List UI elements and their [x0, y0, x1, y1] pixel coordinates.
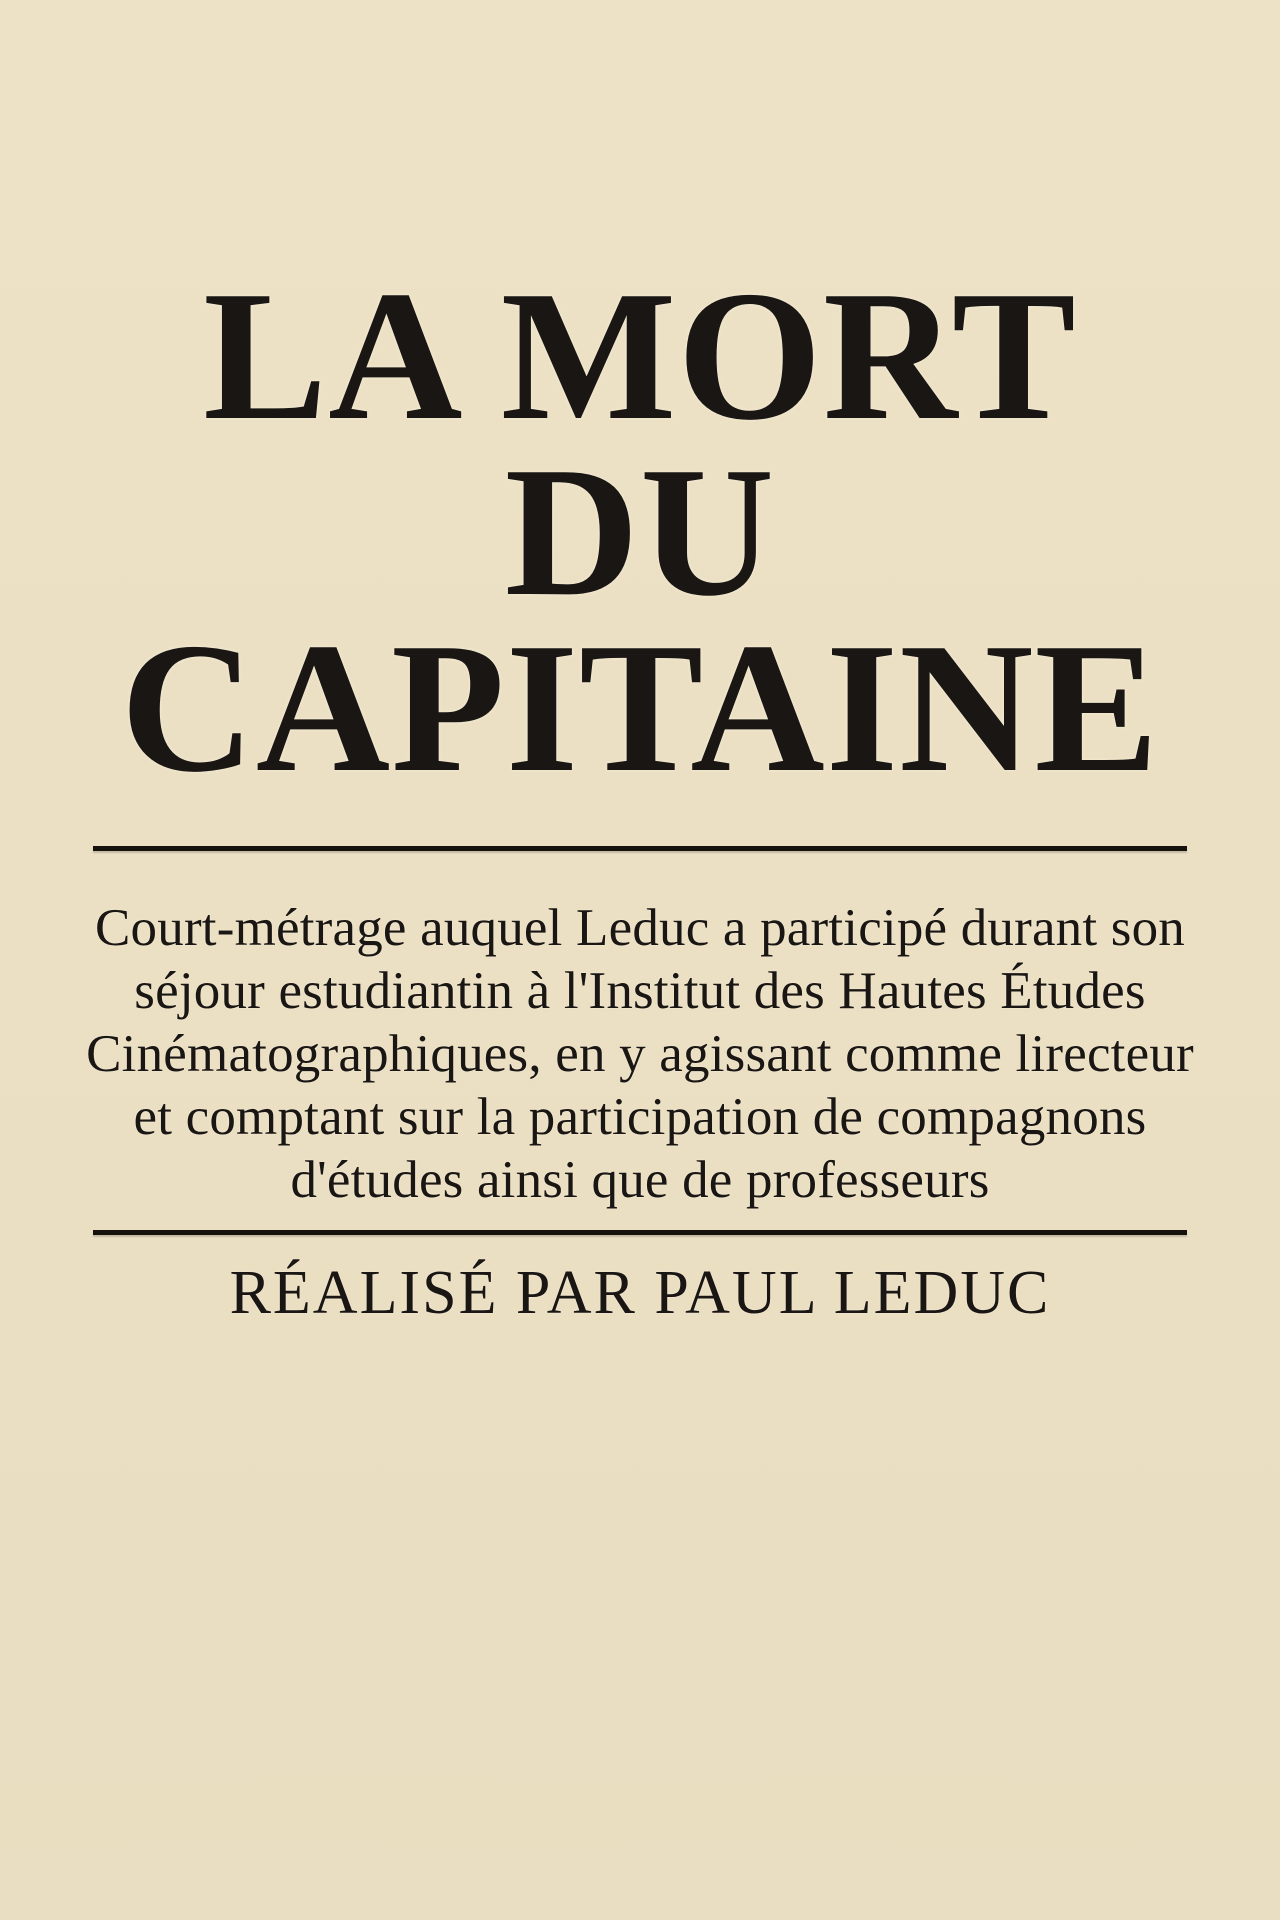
title-line-2: DU — [504, 429, 776, 635]
title-line-1: LA MORT — [203, 253, 1077, 459]
poster-title — [0, 0, 1280, 811]
description-line-3: Cinématographiques, en y agissant comme lirecteur — [86, 1025, 1194, 1083]
title-line-3: CAPITAINE — [120, 605, 1160, 811]
description-line-1: Court-métrage auquel Leduc a participé durant son — [95, 899, 1185, 957]
credits-line: RÉALISÉ PAR PAUL LEDUC — [229, 1259, 1051, 1327]
description-line-2: séjour estudiantin à l'Institut des Hautes Études — [134, 962, 1146, 1020]
description-line-4: et comptant sur la participation de compagnons — [133, 1088, 1147, 1146]
description-line-5: d'études ainsi que de professeurs — [290, 1151, 990, 1209]
divider-bottom — [93, 1230, 1187, 1235]
divider-top — [93, 846, 1187, 851]
poster-description — [0, 897, 1280, 1212]
